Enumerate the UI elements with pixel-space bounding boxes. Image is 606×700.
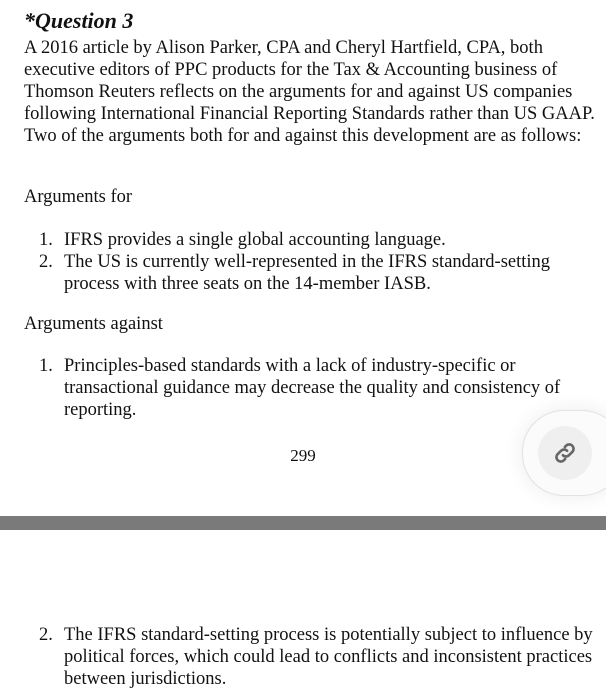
question-title: *Question 3 xyxy=(24,8,134,33)
list-item xyxy=(24,355,584,421)
link-icon xyxy=(552,440,578,466)
intro-paragraph: A 2016 article by Alison Parker, CPA and Cheryl Hartfield, CPA, both executive editors of PPC products for the Tax & Accounting business of Thomson Reuters reflects on the arguments for and against US companies following International Financial Reporting Standards rather than US GAAP. Two of the arguments both for and against this development are as follows: xyxy=(24,38,595,146)
page-number: 299 xyxy=(290,446,316,465)
item-number: 2. xyxy=(39,252,53,272)
arguments-against-list-continued xyxy=(24,624,594,690)
item-number: 1. xyxy=(39,356,53,376)
copy-link-button[interactable] xyxy=(522,410,606,496)
item-text: Principles-based standards with a lack of industry-specific or transactional guidance may decrease the quality and consistency of reporting. xyxy=(64,356,561,420)
arguments-against-list xyxy=(24,355,584,421)
page-divider xyxy=(0,516,606,530)
item-text: IFRS provides a single global accounting language. xyxy=(64,230,446,250)
item-number: 2. xyxy=(39,625,53,645)
item-text: The US is currently well-represented in the IFRS standard-setting process with three seats on the 14-member IASB. xyxy=(64,252,551,294)
arguments-against-heading: Arguments against xyxy=(24,314,163,334)
list-item xyxy=(24,229,600,251)
arguments-for-heading: Arguments for xyxy=(24,187,133,207)
list-item xyxy=(24,624,594,690)
list-item xyxy=(24,251,600,295)
item-text: The IFRS standard-setting process is potentially subject to influence by political forces, which could lead to conflicts and inconsistent practices between jurisdictions. xyxy=(64,625,593,689)
arguments-for-list xyxy=(24,229,600,295)
item-number: 1. xyxy=(39,230,53,250)
